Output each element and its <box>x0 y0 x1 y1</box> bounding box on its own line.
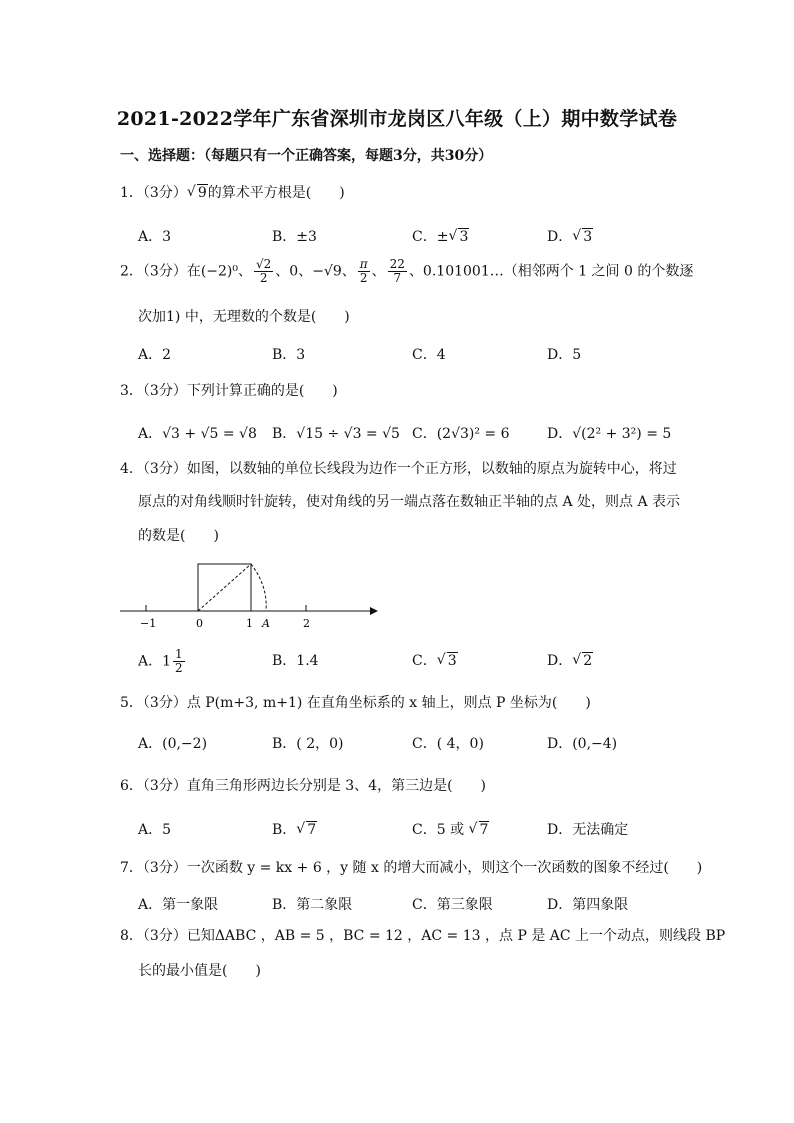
point-a-label: A <box>262 617 270 630</box>
q2-option-a: A．2 <box>138 347 172 363</box>
page-title: 2021-2022学年广东省深圳市龙岗区八年级（上）期中数学试卷 <box>116 108 678 130</box>
q5-option-c: C．( 4，0) <box>412 736 484 752</box>
q3-option-c: C．(2√3)² = 6 <box>412 426 510 442</box>
q1-option-a: A．3 <box>138 229 172 245</box>
tick-label-0: 0 <box>196 617 203 630</box>
question-7-stem: 7．（3分）一次函数 y = kx + 6 ，y 随 x 的增大而减小，则这个一次函数的图象不经过( ) <box>120 860 703 876</box>
q5-option-d: D．(0,−4) <box>547 736 618 752</box>
q7-option-a: A．第一象限 <box>138 897 219 913</box>
q6-option-b: B．√ 7 <box>272 819 317 839</box>
question-2-stem: 2．（3分）在(−2)⁰、 $\frac{√2}{2}$ 、0、−√9、 $\frac{\pi}{2}$ 、 $\frac{22}{7}$ 、0.101001…（相邻两个 1 之间 0 的个数逐 <box>120 257 694 285</box>
q1-option-d: D．√ 3 <box>547 226 593 246</box>
q2-option-c: C．4 <box>412 347 446 363</box>
q7-option-b: B．第二象限 <box>272 897 353 913</box>
question-8-stem-line1: 8．（3分）已知ΔABC ，AB = 5 ，BC = 12 ，AC = 13 ，点 P 是 AC 上一个动点，则线段 BP <box>120 928 726 944</box>
q4-option-d: D．√ 2 <box>547 650 593 670</box>
q5-option-b: B．( 2，0) <box>272 736 344 752</box>
question-5-stem: 5．（3分）点 P(m+3, m+1) 在直角坐标系的 x 轴上，则点 P 坐标为( ) <box>120 695 591 711</box>
q5-option-a: A．(0,−2) <box>138 736 208 752</box>
tick-label-1: 1 <box>246 617 253 630</box>
q4-option-a: A．1 $\frac{1}{2}$ <box>138 647 183 675</box>
q6-option-c: C．5 或 √ 7 <box>412 819 489 839</box>
q7-option-d: D．第四象限 <box>547 897 629 913</box>
q7-option-c: C．第三象限 <box>412 897 493 913</box>
question-4-stem-line2: 原点的对角线顺时针旋转，使对角线的另一端点落在数轴正半轴的点 A 处，则点 A 表示 <box>138 494 681 510</box>
q6-option-a: A．5 <box>138 822 172 838</box>
arrow-icon <box>370 607 378 615</box>
q2-option-d: D．5 <box>547 347 582 363</box>
question-4-stem-line3: 的数是( ) <box>138 528 219 544</box>
q3-option-d: D．√(2² + 3²) = 5 <box>547 426 672 442</box>
q6-option-d: D．无法确定 <box>547 822 629 838</box>
question-2-stem-line2: 次加1) 中，无理数的个数是( ) <box>138 309 350 325</box>
q4-option-b: B．1.4 <box>272 653 319 669</box>
rotation-arc <box>251 564 266 611</box>
diagonal <box>198 564 251 611</box>
question-4-stem-line1: 4．（3分）如图，以数轴的单位长线段为边作一个正方形，以数轴的原点为旋转中心，将过 <box>120 461 677 477</box>
q1-option-c: C．±√ 3 <box>412 226 469 246</box>
q1-option-b: B．±3 <box>272 229 317 245</box>
question-3-stem: 3．（3分）下列计算正确的是( ) <box>120 383 338 399</box>
q3-option-b: B．√15 ÷ √3 = √5 <box>272 426 400 442</box>
q4-option-c: C．√ 3 <box>412 650 458 670</box>
q2-option-b: B．3 <box>272 347 306 363</box>
question-8-stem-line2: 长的最小值是( ) <box>138 963 261 979</box>
question-6-stem: 6．（3分）直角三角形两边长分别是 3、4，第三边是( ) <box>120 778 487 794</box>
number-line-figure <box>118 558 380 634</box>
question-1-stem: 1．（3分）√ 9的算术平方根是( ) <box>120 182 345 202</box>
tick-label-neg1: −1 <box>140 617 157 630</box>
q3-option-a: A．√3 + √5 = √8 <box>138 426 257 442</box>
section-heading: 一、选择题：（每题只有一个正确答案，每题3分，共30分） <box>120 148 493 164</box>
tick-label-2: 2 <box>303 617 310 630</box>
